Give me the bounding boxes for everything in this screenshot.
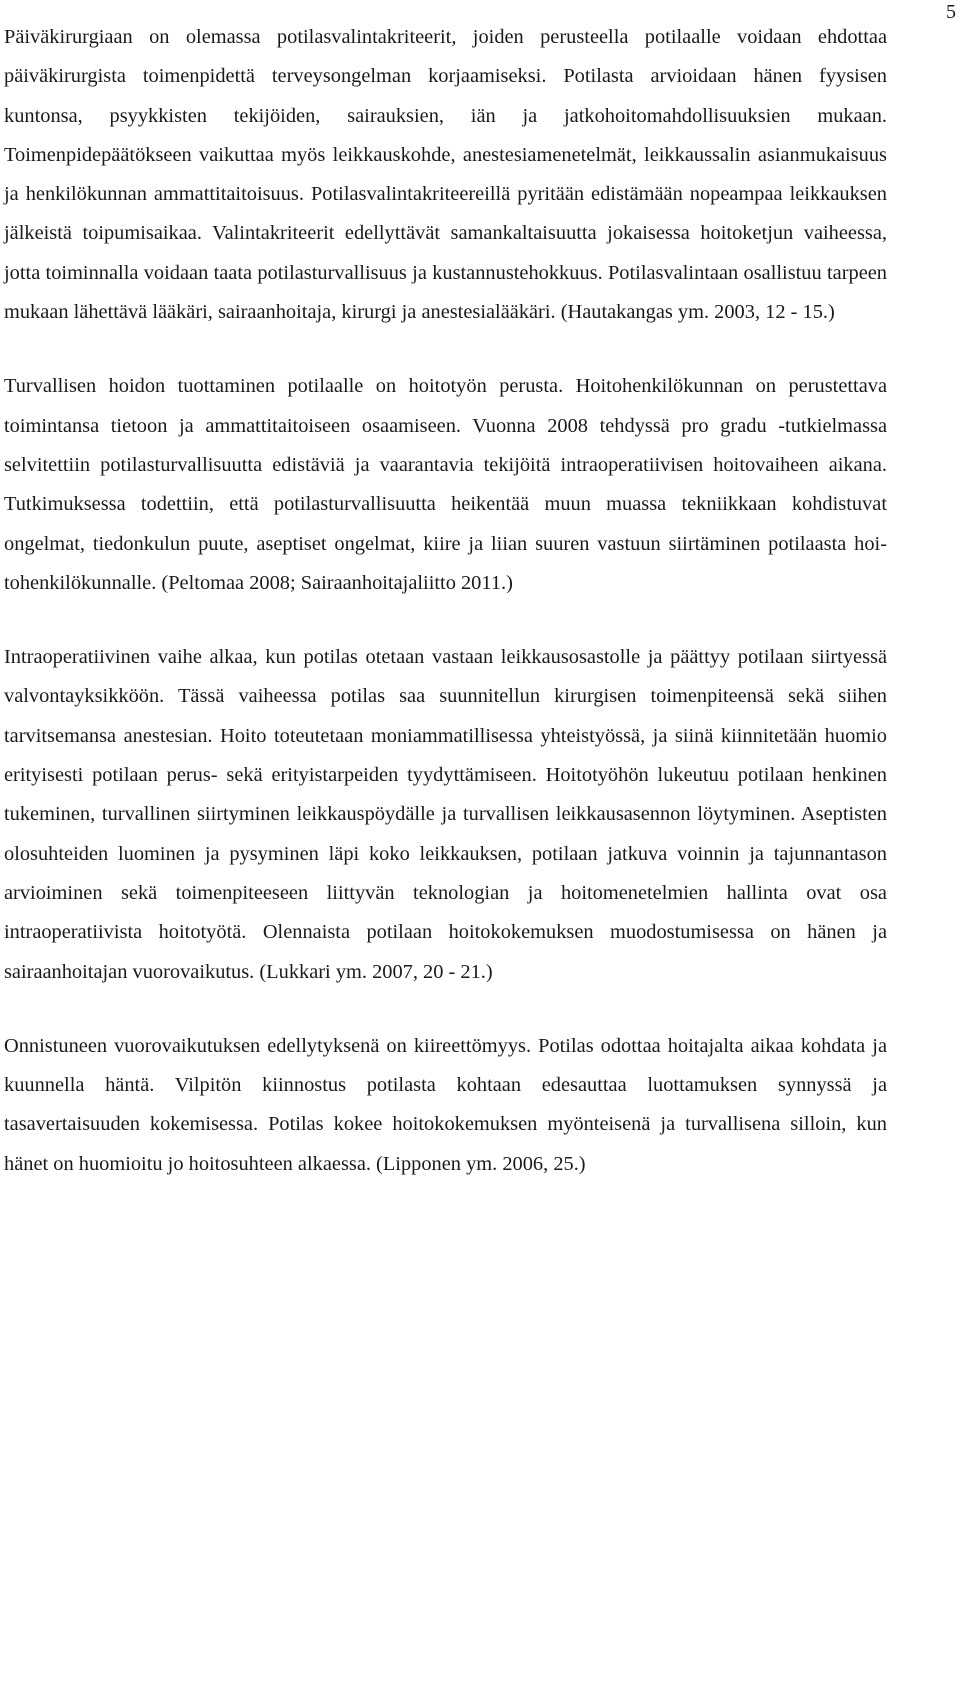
document-body: [4, 18, 887, 1184]
paragraph-patient-safety: Turvallisen hoidon tuottaminen potilaalle on hoitotyön perusta. Hoitohenkilökunnan on perustettava toimintansa tietoon ja ammattitaitoiseen osaamiseen. Vuonna 2008 tehdyssä pro gradu -tutkielmassa selvitettiin potilasturvallisuutta edistäviä ja vaarantavia tekijöitä intraoperatiivisen hoitovaiheen aikana. Tutkimuksessa todettiin, että potilasturvallisuutta heikentää muun muassa tekniikkaan kohdistuvat ongelmat, tiedonkulun puute, aseptiset ongelmat, kiire ja liian suuren vastuun siirtäminen potilaasta hoitohenkilökunnalle. (Peltomaa 2008; Sairaanhoitajaliitto 2011.): [4, 375, 887, 594]
paragraph-interaction: Onnistuneen vuorovaikutuksen edellytyksenä on kiireettömyys. Potilas odottaa hoitajalta aikaa kohdata ja kuunnella häntä. Vilpitön kiinnostus potilasta kohtaan edesauttaa luottamuksen synnyssä ja tasavertaisuuden kokemisessa. Potilas kokee hoitokokemuksen myönteisenä ja turvallisena silloin, kun hänet on huomioitu jo hoitosuhteen alkaessa. (Lipponen ym. 2006, 25.): [4, 1034, 887, 1175]
paragraph-intraoperative-phase: Intraoperatiivinen vaihe alkaa, kun potilas otetaan vastaan leikkausosastolle ja päättyy potilaan siirtyessä valvontayksikköön. Tässä vaiheessa potilas saa suunnitellun kirurgisen toimenpiteensä sekä siihen tarvitsemansa anestesian. Hoito toteutetaan moniammatillisessa yhteistyössä, ja siinä kiinnitetään huomio erityisesti potilaan perus- sekä erityistarpeiden tyydyttämiseen. Hoitotyöhön lukeutuu potilaan henkinen tukeminen, turvallinen siirtyminen leikkauspöydälle ja turvallisen leikkausasennon löytyminen. Aseptisten olosuhteiden luominen ja pysyminen läpi koko leikkauksen, potilaan jatkuva voinnin ja tajunnantason arvioiminen sekä toimenpiteeseen liittyvän teknologian ja hoitomenetelmien hallinta ovat osa intraoperatiivista hoitotyötä. Olennaista potilaan hoitokokemuksen muodostumisessa on hänen ja sairaanhoitajan vuorovaikutus. (Lukkari ym. 2007, 20 - 21.): [4, 646, 887, 983]
paragraph-patient-selection: Päiväkirurgiaan on olemassa potilasvalintakriteerit, joiden perusteella potilaalle voidaan ehdottaa päiväkirurgista toimenpidettä terveysongelman korjaamiseksi. Potilasta arvioidaan hänen fyysisen kuntonsa, psyykkisten tekijöiden, sairauksien, iän ja jatkohoitomahdollisuuksien mukaan. Toimenpidepäätökseen vaikuttaa myös leikkauskohde, anestesiamenetelmät, leikkaussalin asianmukaisuus ja henkilökunnan ammattitaitoisuus. Potilasvalintakriteereillä pyritään edistämään nopeampaa leikkauksen jälkeistä toipumisaikaa. Valintakriteerit edellyttävät samankaltaisuutta jokaisessa hoitoketjun vaiheessa, jotta toiminnalla voidaan taata potilasturvallisuus ja kustannustehokkuus. Potilasvalintaan osallistuu tarpeen mukaan lähettävä lääkäri, sairaanhoitaja, kirurgi ja anestesialääkäri. (Hautakangas ym. 2003, 12 - 15.): [4, 26, 887, 324]
page-number: 5: [946, 1, 956, 23]
